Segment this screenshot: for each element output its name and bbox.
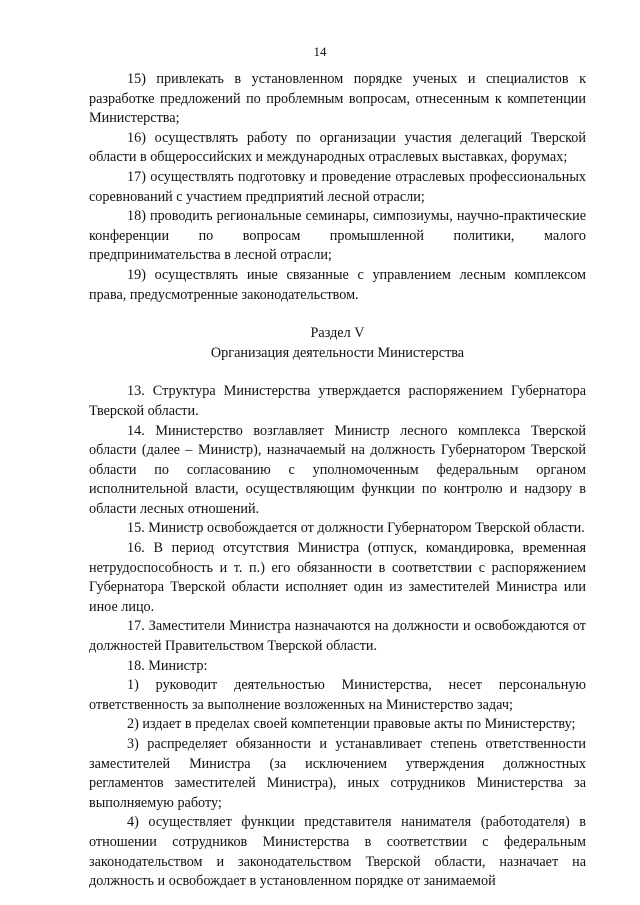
- paragraph-18-item-3: 3) распределяет обязанности и устанавливает степень ответственности заместителей Министра (за исключением утверждения должностных регламентов заместителей Министра), иных сотрудников Министерства за выполняемую работу;: [89, 736, 586, 811]
- page-number: 14: [313, 44, 327, 59]
- paragraph-item-16: 16) осуществлять работу по организации участия делегаций Тверской области в общероссийских и международных отраслевых выставках, форумах;: [89, 129, 586, 166]
- paragraph-15: 15. Министр освобождается от должности Губернатором Тверской области.: [127, 520, 585, 537]
- paragraph-18-item-1: 1) руководит деятельностью Министерства, несет персональную ответственность за выполнение возложенных на Министерство задач;: [89, 677, 586, 713]
- section-label: Раздел V: [310, 325, 365, 342]
- section-title: Организация деятельности Министерства: [210, 344, 465, 361]
- paragraph-item-17: 17) осуществлять подготовку и проведение отраслевых профессиональных соревнований с участием предприятий лесной отрасли;: [89, 168, 586, 205]
- paragraph-13: 13. Структура Министерства утверждается распоряжением Губернатора Тверской области.: [89, 383, 586, 419]
- paragraph-17: 17. Заместители Министра назначаются на должности и освобождаются от должностей Правительством Тверской области.: [89, 618, 586, 655]
- document-body: [89, 70, 586, 892]
- paragraph-18-item-4: 4) осуществляет функции представителя нанимателя (работодателя) в отношении сотрудников Министерства в соответствии с федеральным законодательством и законодательством Тверской области, назначает на должность и освобождает в установленном порядке от занимаемой: [89, 814, 586, 890]
- paragraph-18: 18. Министр:: [127, 657, 208, 674]
- paragraph-item-18: 18) проводить региональные семинары, симпозиумы, научно-практические конференции по вопросам промышленной политики, малого предпринимательства в лесной отрасли;: [89, 208, 586, 264]
- paragraph-18-item-2: 2) издает в пределах своей компетенции правовые акты по Министерству;: [127, 716, 576, 733]
- paragraph-14: 14. Министерство возглавляет Министр лесного комплекса Тверской области (далее – Министр), назначаемый на должность Губернатором Тверской области по согласованию с уполномоченным федеральным органом исполнительной власти, осуществляющим функции по контролю и надзору в области лесных отношений.: [89, 422, 586, 517]
- paragraph-item-15: 15) привлекать в установленном порядке ученых и специалистов к разработке предложений по проблемным вопросам, отнесенным к компетенции Министерства;: [89, 71, 586, 127]
- paragraph-item-19: 19) осуществлять иные связанные с управлением лесным комплексом права, предусмотренные законодательством.: [89, 266, 586, 303]
- paragraph-16: 16. В период отсутствия Министра (отпуск, командировка, временная нетрудоспособность и т. п.) его обязанности в соответствии с распоряжением Губернатора Тверской области исполняет один из заместителей Министра или иное лицо.: [89, 540, 586, 615]
